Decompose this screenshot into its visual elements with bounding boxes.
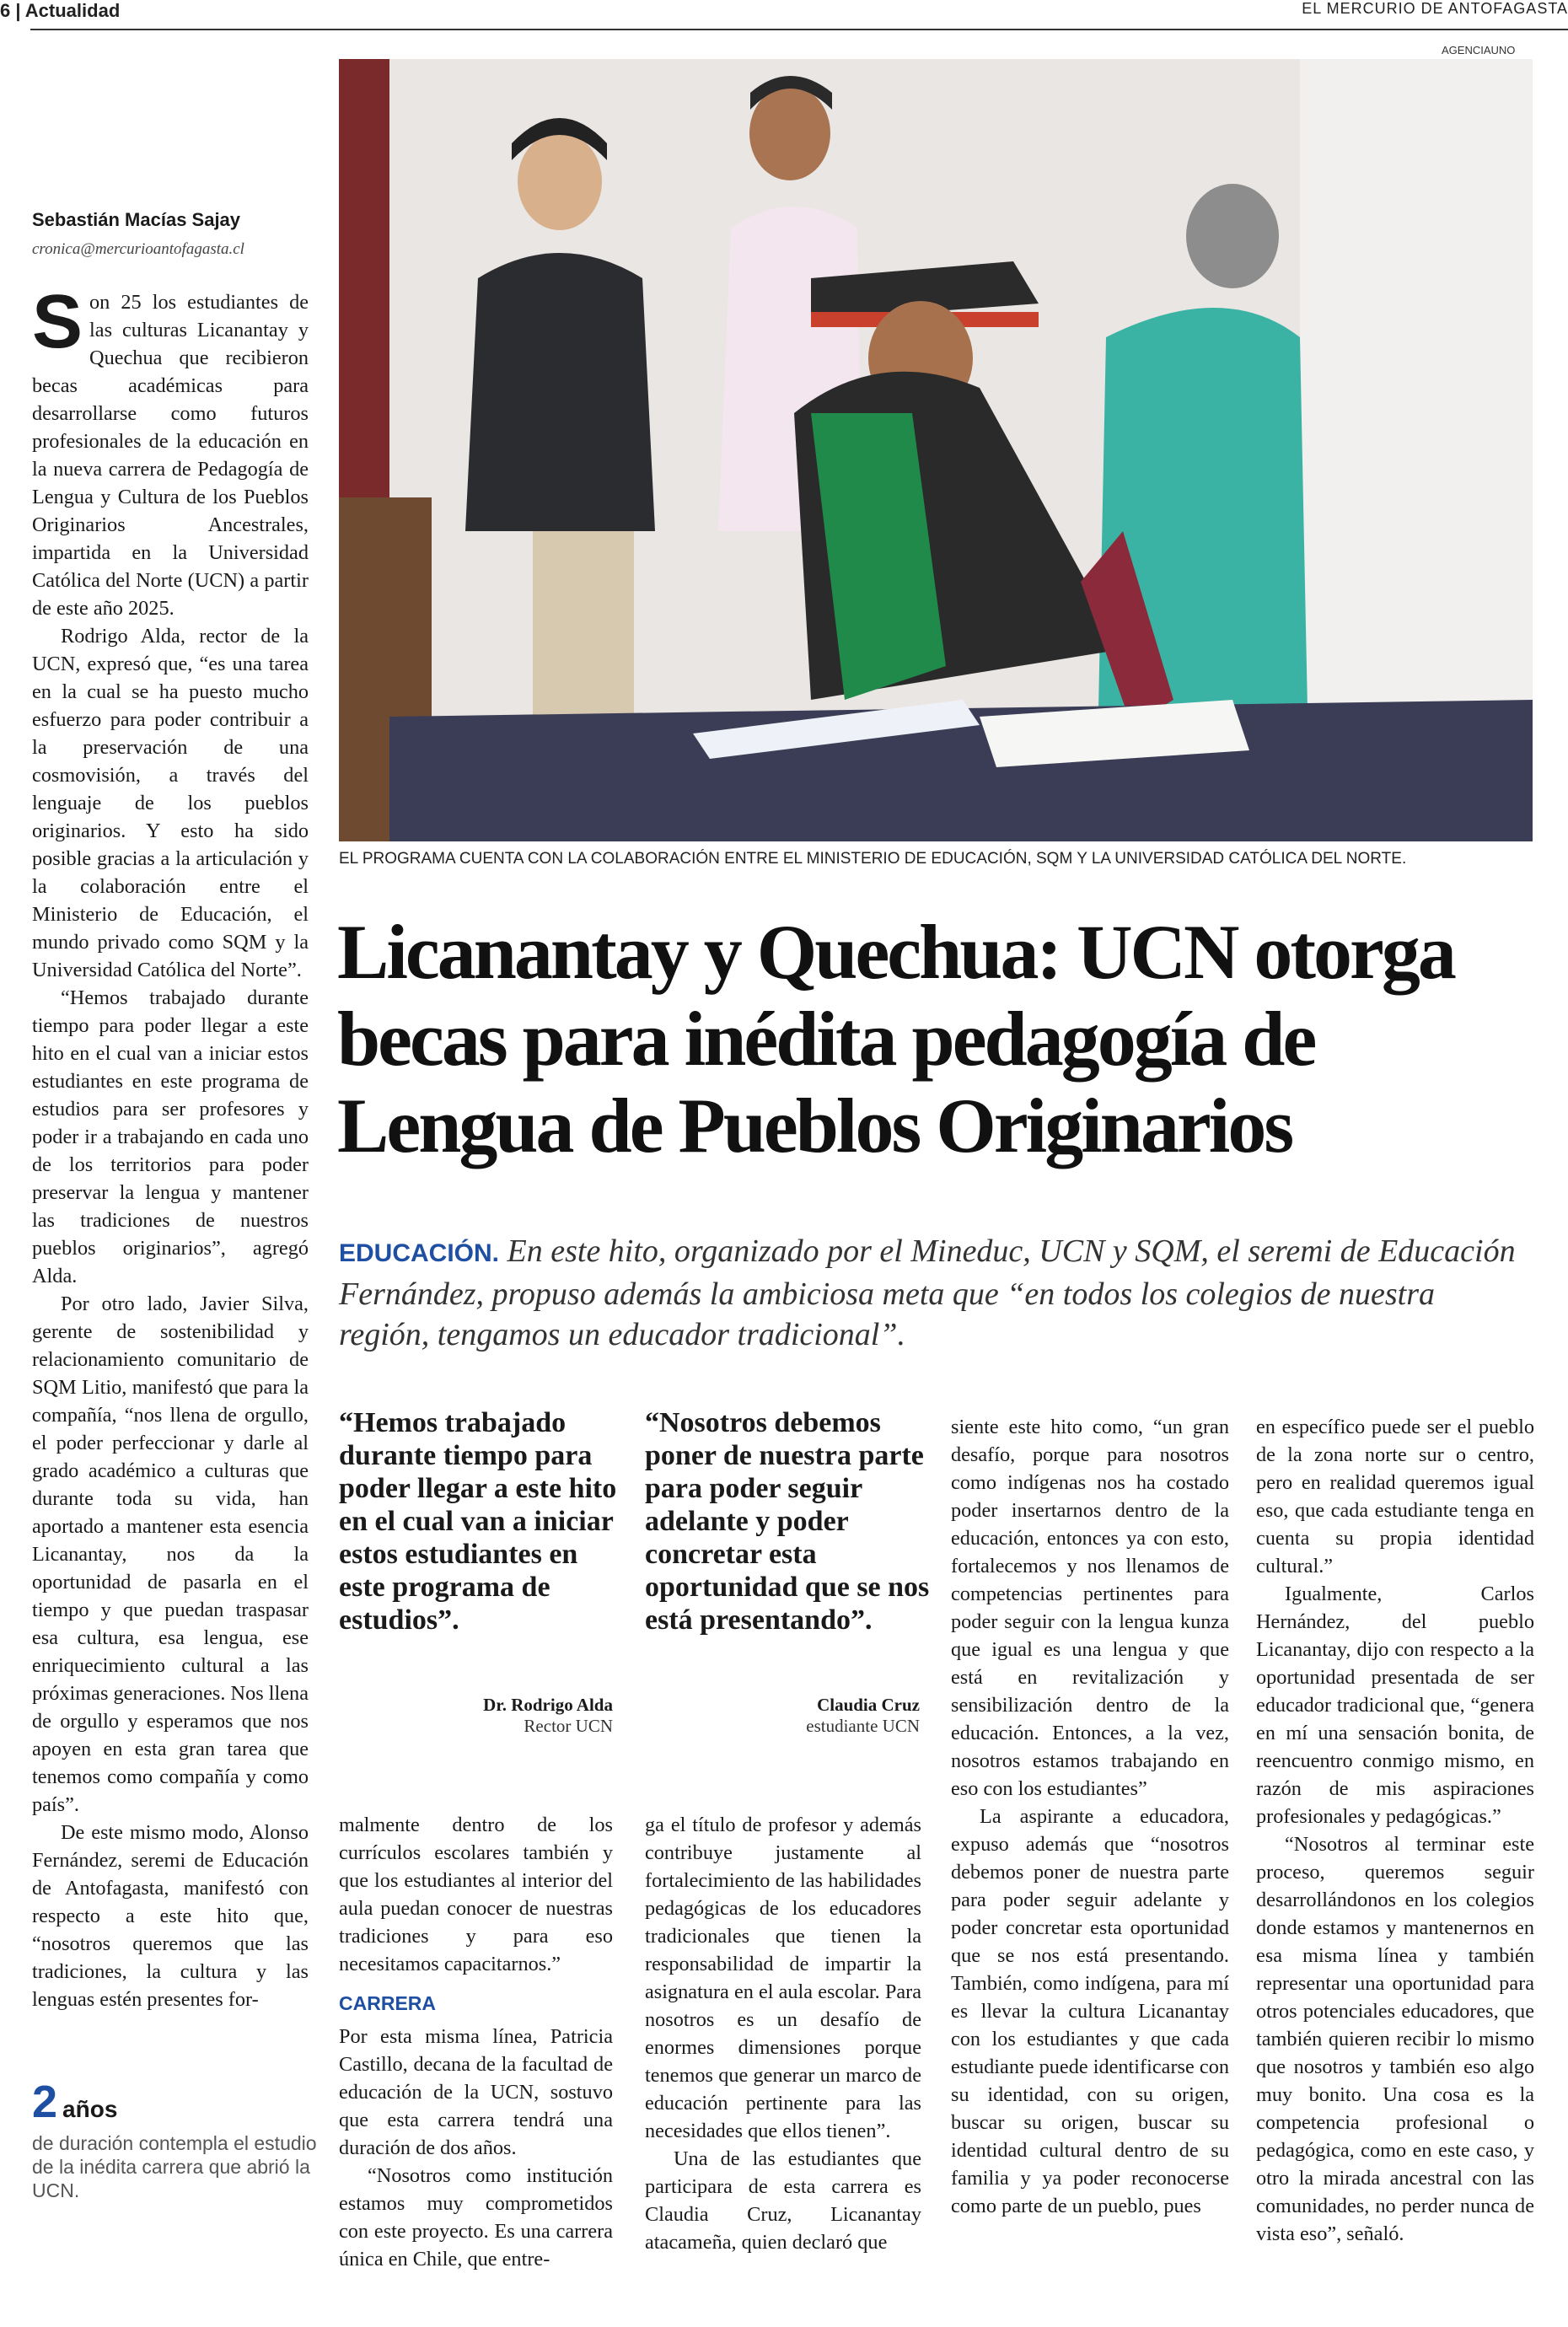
- paragraph: “Nosotros al terminar este proceso, queremos seguir desarrollándonos en los colegios donde estamos y mantenernos en esa misma línea y también representar una oportunidad para otros potenciales educadores, que también quieren recibir lo mismo que nosotros y también eso algo muy bonito. Una cosa es la competencia profesional o pedagógica, como en este caso, y otro la mirada ancestral con las comunidades, no perder nunca de vista eso”, señaló.: [1256, 1833, 1534, 2245]
- pull-quote-2: “Nosotros debemos poner de nuestra parte para poder seguir adelante y poder concretar esta oportunidad que se nos está presentando”.: [645, 1407, 930, 1636]
- drop-cap: S: [32, 288, 83, 364]
- paragraph: Rodrigo Alda, rector de la UCN, expresó que, “es una tarea en la cual se ha puesto mucho esfuerzo para poder contribuir a la preservación de una cosmovisión, a través del lenguaje de los pueblos originarios. Y esto ha sido posible gracias a la articulación y la colaboración entre el Ministerio de Educación, el mundo privado como SQM y la Universidad Católica del Norte”.: [32, 625, 309, 981]
- paragraph: “Hemos trabajado durante tiempo para poder llegar a este hito en el cual van a iniciar estos estudiantes en este programa de estudios para ser profesores y poder ir a trabajando en cada uno de los territorios para poder preservar la lengua y mantener las tradiciones de nuestros pueblos originarios”, agregó Alda.: [32, 986, 309, 1287]
- paragraph: en específico puede ser el pueblo de la zona norte sur o centro, pero en realidad queremos igual eso, que cada estudiante tenga en cuenta su propia identidad cultural.”: [1256, 1416, 1534, 1577]
- paragraph: La aspirante a educadora, expuso además que “nosotros debemos poner de nuestra parte para poder seguir adelante y poder concretar esta oportunidad que se nos está presentando. También, como indígena, para mí es llevar la cultura Licanantay con los estudiantes y que cada estudiante puede identificarse con su identidad, con su origen, buscar su origen, buscar su identidad cultural dentro de su familia y ya poder reconocerse como parte de un pueblo, pues: [951, 1805, 1229, 2217]
- paragraph: siente este hito como, “un gran desafío, porque para nosotros como indígenas nos ha costado poder insertarnos dentro de la educación, entonces ya con esto, fortalecemos y nos llenamos de competencias pertinentes para poder seguir con la lengua kunza que igual es una lengua y que está en revitalización y sensibilización dentro de la educación. Entonces, a la vez, nosotros estamos trabajando en eso con los estudiantes”: [951, 1416, 1229, 1800]
- stat-description: de duración contempla el estudio de la inédita carrera que abrió la UCN.: [32, 2132, 317, 2201]
- quote-1-role: Rector UCN: [524, 1716, 613, 1736]
- deck-kicker: EDUCACIÓN.: [339, 1239, 500, 1267]
- photo-credit: AGENCIAUNO: [1442, 44, 1516, 56]
- stat-box: [32, 2076, 319, 2202]
- paragraph: “Nosotros como institución estamos muy comprometidos con este proyecto. Es una carrera única en Chile, que entre-: [339, 2164, 613, 2271]
- paragraph: Una de las estudiantes que participara de esta carrera es Claudia Cruz, Licanantay atacameña, quien declaró que: [645, 2147, 921, 2254]
- photo-illustration: [339, 59, 1533, 841]
- publication-name: EL MERCURIO DE ANTOFAGASTA: [1302, 0, 1568, 17]
- main-photo: [339, 59, 1533, 841]
- pull-quote-1: “Hemos trabajado durante tiempo para poder llegar a este hito en el cual van a iniciar estos estudiantes en este programa de estudios”.: [339, 1407, 617, 1636]
- paragraph: ga el título de profesor y además contribuye justamente al fortalecimiento de las habilidades pedagógicas de los educadores tradicionales que tienen la responsabilidad de impartir la asignatura en el aula escolar. Para nosotros es un desafío de enormes dimensiones porque tenemos que generar un marco de educación pertinente para las necesidades que ellos tienen”.: [645, 1814, 921, 2142]
- body-column-2: [339, 1811, 613, 2273]
- quote-2-attribution: [645, 1695, 920, 1737]
- subhead-carrera: CARRERA: [339, 1992, 436, 2014]
- top-rule: [30, 29, 1568, 30]
- section-label: 6 | Actualidad: [0, 0, 121, 21]
- headline: Licanantay y Quechua: UCN otorga becas para inédita pedagogía de Lengua de Pueblos Originarios: [337, 909, 1454, 1169]
- paragraph: Por otro lado, Javier Silva, gerente de sostenibilidad y relacionamiento comunitario de SQM Litio, manifestó que para la compañía, “nos llena de orgullo, el poder perfeccionar y darle al grado académico a culturas que durante toda su vida, han aportado a mantener esta esencia Licanantay, nos da la oportunidad de pasarla en el tiempo y que puedan traspasar esa cultura, esa lengua, ese enriquecimiento cultural a las próximas generaciones. Nos llena de orgullo y esperamos que nos apoyen en esta gran tarea que tenemos como compañía y como país”.: [32, 1292, 309, 1816]
- quote-1-name: Dr. Rodrigo Alda: [483, 1695, 613, 1715]
- stat-number: 2: [32, 2077, 58, 2127]
- quote-2-name: Claudia Cruz: [817, 1695, 920, 1715]
- paragraph: on 25 los estudiantes de las culturas Licanantay y Quechua que recibieron becas académicas para desarrollarse como futuros profesionales de la educación en la nueva carrera de Pedagogía de Lengua y Cultura de los Pueblos Originarios Ancestrales, impartida en la Universidad Católica del Norte (UCN) a partir de este año 2025.: [32, 291, 309, 620]
- body-column-3: [645, 1811, 921, 2256]
- quote-1-attribution: [339, 1695, 613, 1737]
- paragraph: De este mismo modo, Alonso Fernández, seremi de Educación de Antofagasta, manifestó con respecto a este hito que, “nosotros queremos que las tradiciones, la cultura y las lenguas estén presentes for-: [32, 1821, 309, 2011]
- photo-caption: EL PROGRAMA CUENTA CON LA COLABORACIÓN ENTRE EL MINISTERIO DE EDUCACIÓN, SQM Y LA UNIVERSIDAD CATÓLICA DEL NORTE.: [339, 850, 1407, 868]
- body-column-5: [1256, 1413, 1534, 2285]
- author-email[interactable]: cronica@mercurioantofagasta.cl: [32, 240, 244, 258]
- body-column-4: [951, 1413, 1229, 2285]
- deck: [339, 1231, 1519, 1355]
- paragraph: malmente dentro de los currículos escolares también y que los estudiantes al interior del aula puedan conocer de nuestras tradiciones y para eso necesitamos capacitarnos.”: [339, 1814, 613, 1975]
- body-column-1: [32, 288, 309, 2029]
- stat-unit: años: [62, 2096, 118, 2122]
- paragraph: Igualmente, Carlos Hernández, del pueblo Licanantay, dijo con respecto a la oportunidad presentada de ser educador tradicional que, “genera en mí una sensación bonita, de reencuentro conmigo mismo, en razón de mis aspiraciones profesionales y pedagógicas.”: [1256, 1583, 1534, 1828]
- paragraph: Por esta misma línea, Patricia Castillo, decana de la facultad de educación de la UCN, sostuvo que esta carrera tendrá una duración de dos años.: [339, 2025, 613, 2159]
- quote-2-role: estudiante UCN: [806, 1716, 920, 1736]
- deck-text: En este hito, organizado por el Mineduc, UCN y SQM, el seremi de Educación Fernández, propuso además la ambiciosa meta que “en todos los colegios de nuestra región, tengamos un educador tradicional”.: [339, 1233, 1516, 1352]
- author-byline: Sebastián Macías Sajay: [32, 209, 241, 230]
